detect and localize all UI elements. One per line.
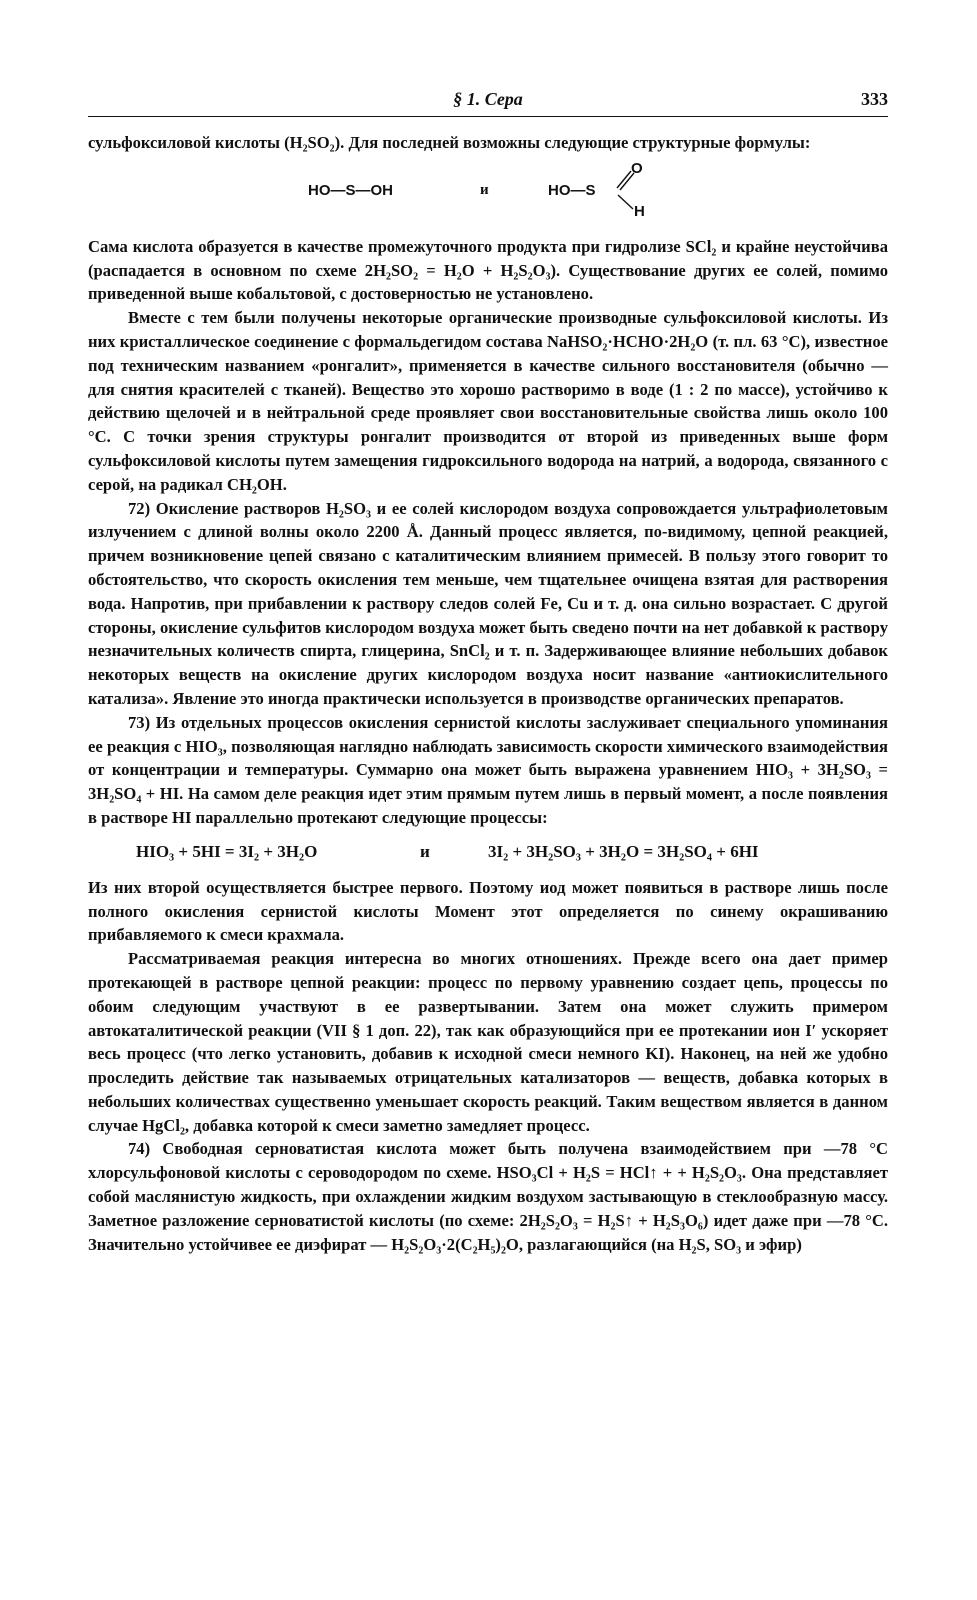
bond-lines: [88, 157, 888, 229]
book-page: [88, 88, 888, 1528]
page-number: 333: [861, 89, 888, 109]
paragraph-reaction-interest: Рассматриваемая реакция интересна во многих отношениях. Прежде всего она дает пример протекающей в растворе цепной реакции: процесс по первому уравнению создает цепь, процессы по обоим следующим участвуют в ее развертывании. Затем она может служить примером автокаталитической реакции (VII § 1 доп. 22), так как образующийся при ее протекании ион I′ ускоряет весь процесс (что легко установить, добавив к исходной смеси немного KI). Наконец, на ней же удобно проследить действие так называемых отрицательных катализаторов — веществ, добавка которых в небольших количествах существенно уменьшает скорость реакций. Таким веществом является в данном случае HgCl₂, добавка которой к смеси заметно замедляет процесс.: [88, 949, 888, 1135]
structural-formulas: [88, 157, 888, 229]
paragraph-2: Вместе с тем были получены некоторые органические производные сульфоксиловой кислоты. Из них кристаллическое соединение с формальдегидом состава NaHSO₂·HCHO·2H₂O (т. пл. 63 °C), известное под техническим названием «ронгалит», применяется в качестве сильного восстановителя (обычно — для снятия красителей с тканей). Вещество это хорошо растворимо в воде (1 : 2 по массе), устойчиво к действию щелочей и в нейтральной среде проявляет свои восстановительные свойства лишь около 100 °C. С точки зрения структуры ронгалит производится от второй из приведенных выше форм сульфоксиловой кислоты путем замещения гидроксильного водорода на натрий, а водорода, связанного с серой, на радикал CH₂OH.: [88, 308, 888, 494]
paragraph-74: 74) Свободная серноватистая кислота может быть получена взаимодействием при —78 °C хлорсульфоновой кислоты с сероводородом по схеме. HSO₃Cl + H₂S = HCl↑ + + H₂S₂O₃. Она представляет собой маслянистую жидкость, при охлаждении жидким воздухом застывающую в стеклообразную массу. Заметное разложение серноватистой кислоты (по схеме: 2H₂S₂O₃ = H₂S↑ + H₂S₃O₆) идет даже при —78 °C. Значительно устойчивее ее диэфират — H₂S₂O₃·2(C₂H₅)₂O, разлагающийся (на H₂S, SO₃ и эфир): [88, 1139, 888, 1254]
paragraph-after-equations: Из них второй осуществляется быстрее первого. Поэтому иод может появиться в растворе лишь после полного окисления сернистой кислоты Момент этот определяется по синему окрашиванию прибавляемого к смеси крахмала.: [88, 877, 888, 945]
equation-conjunction: и: [420, 841, 430, 861]
formula-conjunction: и: [480, 181, 489, 198]
equation-2: 3I₂ + 3H₂SO₃ + 3H₂O = 3H₂SO₄ + 6HI: [488, 841, 759, 861]
equation-1: HIO₃ + 5HI = 3I₂ + 3H₂O: [136, 841, 318, 861]
structural-formula-2: HO—S: [548, 181, 596, 199]
hydrogen-atom: H: [634, 202, 645, 220]
section-title: § 1. Сера: [453, 89, 523, 109]
paragraph-1: Сама кислота образуется в качестве промежуточного продукта при гидролизе SCl₂ и крайне неустойчива (распадается в основном по схеме 2H₂SO₂ = H₂O + H₂S₂O₃). Существование других ее солей, помимо приведенной выше кобальтовой, с достоверностью не установлено.: [88, 236, 888, 304]
structural-formula-1: HO—S—OH: [308, 181, 394, 199]
reaction-equations: [88, 836, 888, 868]
intro-text: сульфоксиловой кислоты (H₂SO₂). Для последней возможны следующие структурные формулы:: [88, 133, 811, 152]
paragraph-72: 72) Окисление растворов H₂SO₃ и ее солей кислородом воздуха сопровождается ультрафиолетовым излучением с длиной волны около 2200 Å. Данный процесс является, по-видимому, цепной реакцией, причем возникновение цепей связано с каталитическим влиянием примесей. В пользу этого говорит то обстоятельство, что скорость окисления тем меньше, чем тщательнее очищена взятая для растворения вода. Напротив, при прибавлении к раствору следов солей Fe, Cu и т. д. она сильно возрастает. С другой стороны, окисление сульфитов кислородом воздуха может быть сведено почти на нет добавкой к раствору незначительных количеств спирта, глицерина, SnCl₂ и т. п. Задерживающее влияние небольших добавок некоторых веществ на окисление других кислородом воздуха носит название «антиокислительного катализа». Явление это иногда практически используется в производстве органических препаратов.: [88, 498, 888, 708]
running-header: [88, 88, 888, 117]
paragraph-73: 73) Из отдельных процессов окисления сернистой кислоты заслуживает специального упоминания ее реакция с HIO₃, позволяющая наглядно наблюдать зависимость скорости химического взаимодействия от концентрации и температуры. Суммарно она может быть выражена уравнением HIO₃ + 3H₂SO₃ = 3H₂SO₄ + HI. На самом деле реакция идет этим прямым путем лишь в первый момент, а после появления в растворе HI параллельно протекают следующие процессы:: [88, 712, 888, 827]
oxygen-atom: O: [631, 159, 643, 177]
